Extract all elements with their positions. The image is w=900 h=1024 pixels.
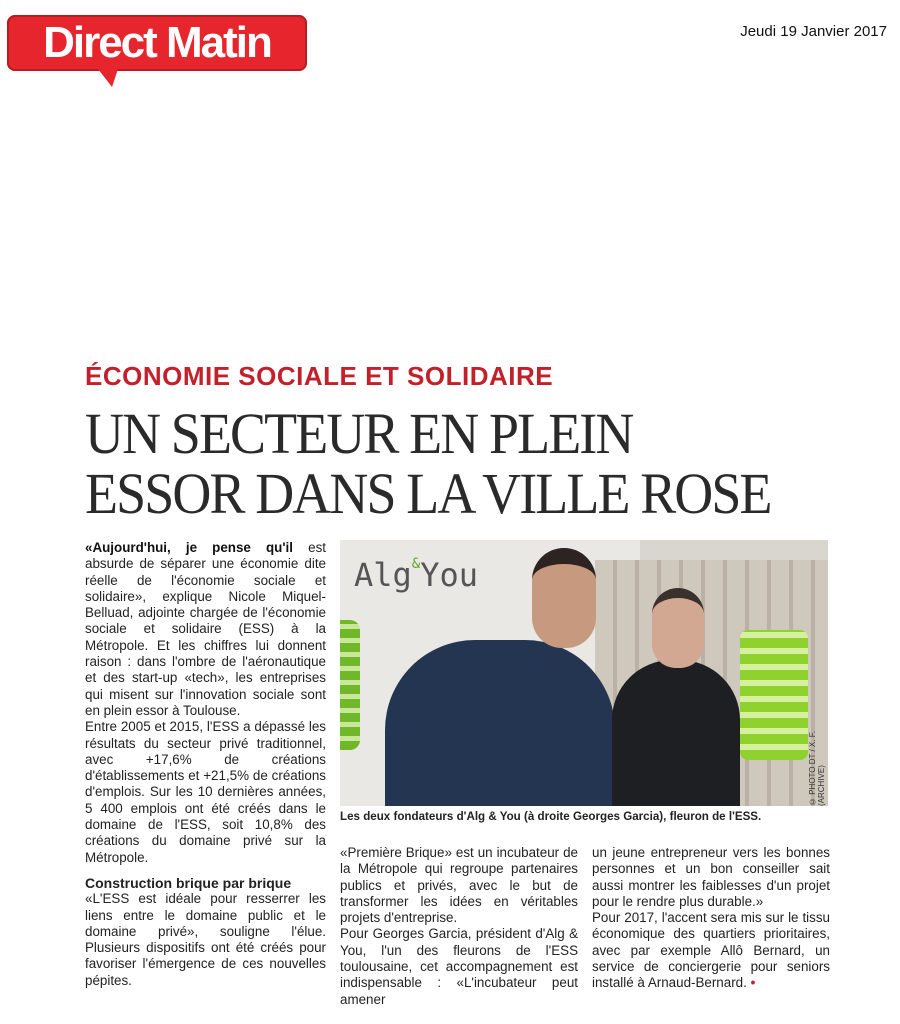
- column-2-paragraph-1: «Première Brique» est un incubateur de la Métropole qui regroupe partenaires publics et privés, avec le but de transformer les idées en véritables projets d'entreprise.: [340, 845, 578, 926]
- photo-person-right-body: [612, 660, 740, 806]
- photo-algae-panel: [340, 620, 360, 750]
- headline-line-1: UN SECTEUR EN PLEIN: [85, 401, 633, 466]
- paragraph-text: Pour 2017, l'accent sera mis sur le tissu économique des quartiers prioritaires, avec par exemple Allô Bernard, un service de conciergerie pour seniors installé à Arnaud-Bernard.: [592, 910, 830, 991]
- article-column-2: [340, 845, 578, 1008]
- brand-sign-right: You: [420, 556, 479, 594]
- column-1-paragraph-3: «L'ESS est idéale pour resserrer les liens entre le domaine public et le domaine privé», souligne l'élue. Plusieurs dispositifs ont été créés pour favoriser l'émergence de ces nouvelles pépites.: [85, 891, 326, 988]
- publication-date: Jeudi 19 Janvier 2017: [740, 23, 887, 40]
- paragraph-1-text: est absurde de séparer une économie dite réelle de l'économie sociale et solidaire», explique Nicole Miquel-Belluad, adjointe chargée de l'économie sociale et solidaire (ESS) à la Métropole. Et les chiffres lui donnent raison : dans l'ombre de l'aéronautique et des start-up «tech», les entreprises qui misent sur l'innovation sociale sont en plein essor à Toulouse.: [85, 540, 326, 718]
- photo-person-left-head: [532, 548, 596, 648]
- logo-speech-tail: [98, 69, 118, 87]
- photo-algae-tube: [740, 630, 808, 760]
- section-kicker: ÉCONOMIE SOCIALE ET SOLIDAIRE: [85, 361, 554, 391]
- article-column-3: [592, 845, 830, 992]
- column-1-paragraph-2: Entre 2005 et 2015, l'ESS a dépassé les résultats du secteur privé traditionnel, avec +17,6% de créations d'établissements et +21,5% de créations d'emplois. Sur les 10 dernières années, 5 400 emplois ont été créés dans le domaine de l'ESS, soit 10,8% des créations du domaine privé sur la Métropole.: [85, 719, 326, 865]
- article-photo: [340, 540, 828, 806]
- brand-sign-left: Alg: [354, 556, 412, 594]
- column-3-paragraph-2: [592, 910, 830, 991]
- headline-line-2: ESSOR DANS LA VILLE ROSE: [85, 461, 771, 526]
- lead-in: «Aujourd'hui, je pense qu'il: [85, 540, 293, 555]
- direct-matin-logo: [7, 15, 307, 71]
- subheading: Construction brique par brique: [85, 874, 292, 891]
- column-1-paragraph-1: [85, 540, 326, 719]
- photo-person-left-body: [385, 640, 615, 806]
- article-column-1: [85, 540, 326, 989]
- photo-person-right-head: [652, 588, 704, 668]
- photo-credit: © PHOTO DT / X. F. (ARCHIVE): [808, 731, 826, 806]
- photo-brand-sign: [354, 556, 478, 594]
- photo-caption: Les deux fondateurs d'Alg & You (à droite Georges Garcia), fleuron de l'ESS.: [340, 810, 762, 823]
- logo-text: Direct Matin: [43, 18, 271, 67]
- article-headline: [85, 401, 792, 526]
- brand-sign-amp: &: [411, 556, 421, 572]
- column-2-paragraph-2: Pour Georges Garcia, président d'Alg & You, l'un des fleurons de l'ESS toulousaine, cet accompagnement est indispensable : «L'incubateur peut amener: [340, 926, 578, 1007]
- end-of-article-mark: •: [750, 975, 756, 991]
- column-3-paragraph-1: un jeune entrepreneur vers les bonnes personnes et un bon conseiller sait aussi montrer les faiblesses d'un projet pour le rendre plus durable.»: [592, 845, 830, 909]
